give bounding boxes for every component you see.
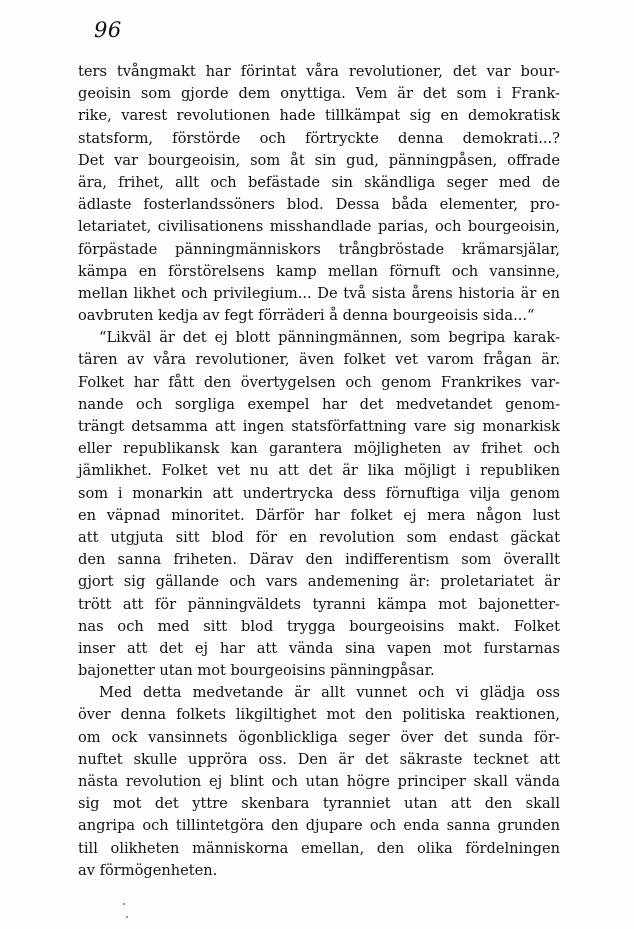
page-number: 96 — [94, 18, 122, 42]
text-line: Det var bourgeoisin, som åt sin gud, pänningpåsen, offrade — [78, 151, 560, 169]
text-line: nas och med sitt blod trygga bourgeoisins makt. Folket — [78, 617, 560, 635]
text-line: kämpa en förstörelsens kamp mellan förnuft och vansinne, — [78, 262, 560, 280]
text-line: trängt detsamma att ingen statsförfattning vare sig monarkisk — [78, 418, 560, 435]
text-line: Folket har fått den övertygelsen och genom Frankrikes var- — [78, 373, 560, 391]
text-line: angripa och tillintetgöra den djupare och enda sanna grunden — [78, 817, 560, 835]
text-line: trött att för pänningväldets tyranni kämpa mot bajonetter- — [78, 595, 560, 613]
text-line: jämlikhet. Folket vet nu att det är lika möjligt i republiken — [78, 462, 560, 480]
text-line: mellan likhet och privilegium... De två sista årens historia är en — [78, 284, 560, 302]
text-line: geoisin som gjorde dem onyttiga. Vem är det som i Frank- — [78, 85, 560, 103]
text-line: nande och sorgliga exempel har det medvetandet genom- — [78, 395, 560, 413]
text-line: sig mot det yttre skenbara tyranniet utan att den skall — [78, 795, 560, 813]
text-line: gjort sig gällande och vars andemening är: proletariatet är — [78, 573, 560, 591]
text-line: letariatet, civilisationens misshandlade parias, och bourgeoisin, — [78, 218, 560, 236]
text-line: bajonetter utan mot bourgeoisins pänningpåsar. — [78, 662, 435, 680]
text-line: förpästade pänningmänniskors trångbröstade krämarsjälar, — [78, 240, 560, 258]
text-line: ära, frihet, allt och befästade sin skändliga seger med de — [78, 173, 560, 191]
text-line: över denna folkets likgiltighet mot den politiska reaktionen, — [78, 706, 560, 724]
text-line: som i monarkin att undertrycka dess förnuftiga vilja genom — [78, 484, 560, 502]
text-line: tären av våra revolutioner, även folket vet varom frågan är. — [78, 351, 560, 369]
text-line: nästa revolution ej blint och utan högre principer skall vända — [78, 773, 560, 790]
text-line: om ock vansinnets ögonblickliga seger över det sunda för- — [78, 728, 560, 746]
text-line: oavbruten kedja av fegt förräderi å denna bourgeoisis sida...“ — [78, 307, 535, 325]
text-line: den sanna friheten. Därav den indifferentism som överallt — [78, 551, 560, 569]
text-line: rike, varest revolutionen hade tillkämpat sig en demokratisk — [78, 107, 560, 125]
print-speck — [123, 903, 125, 905]
text-line: till olikheten människorna emellan, den olika fördelningen — [78, 839, 560, 857]
text-line: en väpnad minoritet. Därför har folket ej mera någon lust — [78, 506, 560, 524]
text-line: statsform, förstörde och förtryckte denna demokrati...? — [78, 129, 560, 147]
print-speck — [126, 916, 128, 918]
text-line: av förmögenheten. — [78, 861, 218, 879]
text-line: eller republikansk kan garantera möjligheten av frihet och — [78, 440, 560, 458]
text-line: att utgjuta sitt blod för en revolution som endast gäckat — [78, 528, 560, 546]
text-line: ädlaste fosterlandssöners blod. Dessa båda elementer, pro- — [78, 196, 560, 214]
text-line: Med detta medvetande är allt vunnet och vi glädja oss — [99, 684, 560, 702]
text-line: nuftet skulle uppröra oss. Den är det säkraste tecknet att — [78, 750, 560, 768]
text-line: inser att det ej har att vända sina vapen mot furstarnas — [78, 639, 560, 657]
text-line: “Likväl är det ej blott pänningmännen, som begripa karak- — [99, 329, 560, 347]
body-text — [78, 61, 560, 882]
text-line: ters tvångmakt har förintat våra revolutioner, det var bour- — [78, 63, 560, 80]
